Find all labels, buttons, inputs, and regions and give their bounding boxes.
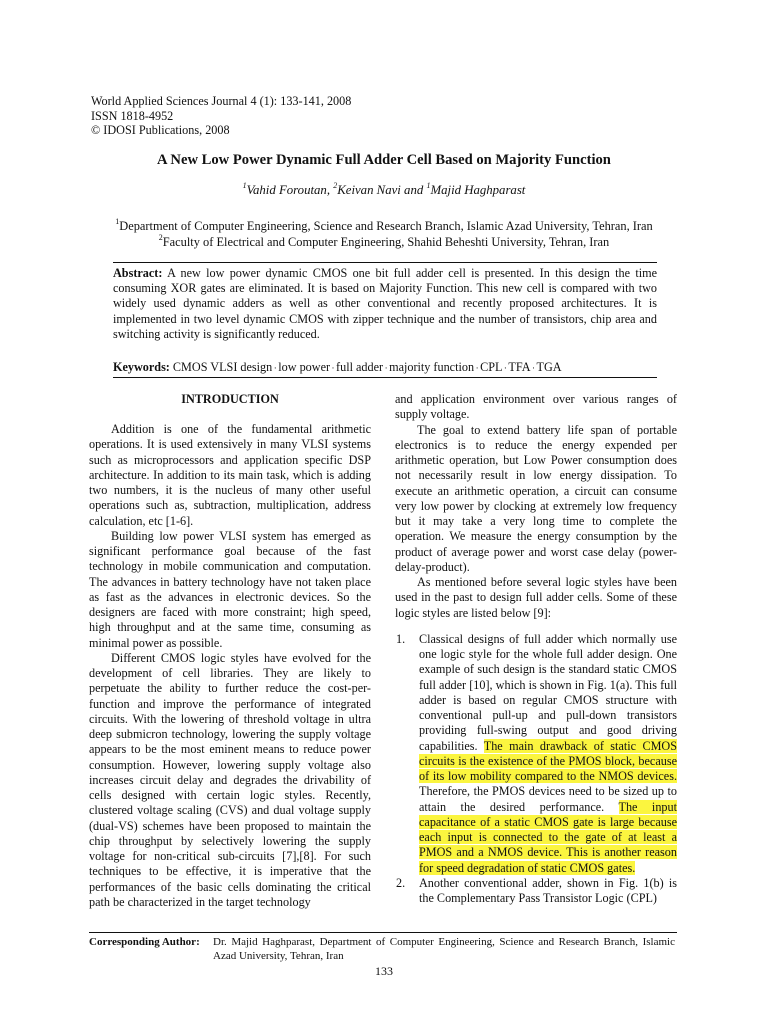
list-item-text: Another conventional adder, shown in Fig. 1(b) is the Complementary Pass Transistor Logic (CPL) bbox=[419, 875, 677, 905]
list-item bbox=[395, 876, 677, 907]
issn: ISSN 1818-4952 bbox=[91, 108, 174, 123]
intro-paragraph-3: Different CMOS logic styles have evolved for the development of cell libraries. They are likely to perpetuate the ability to further reduce the cost-per-function and improve the performance of integrated circuits. With the lowering of threshold voltage in ultra deep submicron technology, lowering the supply voltage appears to be the most eminent means to reduce power consumption. However, lowering supply voltage also increases circuit delay and degrades the drivability of cells designed with certain logic styles. Recently, clustered voltage scaling (CVS) and dual voltage supply (dual-VS) schemes have been proposed to maintain the chip throughput by selectively lowering the supply voltage for non-critical sub-circuits [7],[8]. For such techniques to be effective, it is imperative that the performances of the basic cells dominating the critical path be characterized in the target technology bbox=[89, 650, 371, 909]
right-column bbox=[395, 392, 677, 906]
list-item-text: Therefore, the PMOS devices need to be sized up to attain the desired performance. bbox=[419, 784, 677, 814]
author-2-affil-mark: 2 bbox=[333, 181, 338, 190]
journal-header bbox=[91, 94, 351, 138]
keyword: CPL bbox=[480, 360, 503, 374]
keywords bbox=[113, 360, 657, 375]
abstract-top-rule bbox=[113, 262, 657, 263]
right-continuation-text: and application environment over various ranges of supply voltage. bbox=[395, 392, 677, 422]
keyword: TFA bbox=[508, 360, 531, 374]
affiliation-2-mark: 2 bbox=[158, 233, 163, 242]
copyright: © IDOSI Publications, 2008 bbox=[91, 123, 230, 137]
author-1-name: Vahid Foroutan, bbox=[246, 183, 334, 197]
highlighted-text: The main drawback of static CMOS circuits is the existence of the PMOS block, because of its low mobility compared to the NMOS devices. bbox=[419, 738, 678, 783]
list-item-text: Classical designs of full adder which normally use one logic style for the whole full adder design. One example of such design is the standard static CMOS full adder [10], which is shown in Fig. 1(a). This full adder is based on regular CMOS structure with conventional pull-up and pull-down transistors providing full-swing output and good driving capabilities. bbox=[419, 631, 677, 753]
abstract-text: A new low power dynamic CMOS one bit full adder cell is presented. In this design the time consuming XOR gates are eliminated. It is based on Majority Function. This new cell is compared with two widely used dynamic adders as well as other conventional and recently proposed architectures. It is implemented in two level dynamic CMOS with zipper technique and the number of transistors, chip area and switching activity is significantly reduced. bbox=[113, 266, 658, 341]
corresponding-author-text: Dr. Majid Haghparast, Department of Computer Engineering, Science and Research Branch, Islamic Azad University, Tehran, Iran bbox=[213, 936, 675, 962]
corresponding-author-label: Corresponding Author: bbox=[89, 936, 200, 948]
keyword-separator: · bbox=[503, 363, 507, 373]
right-paragraph-1: The goal to extend battery life span of portable electronics is to reduce the energy expended per arithmetic operation, but Low Power consumption does not necessarily result in low energy dissipation. To execute an arithmetic operation, a circuit can consume very low power by clocking at extremely low frequency but it may take a very long time to complete the operation. We measure the energy consumption by the product of average power and worst case delay (power-delay-product). bbox=[395, 422, 677, 574]
corresponding-author bbox=[89, 936, 677, 963]
author-list bbox=[60, 183, 708, 198]
page-number: 133 bbox=[375, 964, 393, 978]
author-3-affil-mark: 1 bbox=[426, 181, 431, 190]
author-3-name: Majid Haghparast bbox=[430, 183, 526, 197]
affiliation-1-text: Department of Computer Engineering, Science and Research Branch, Islamic Azad University, Tehran, Iran bbox=[119, 219, 653, 233]
right-paragraph-2: As mentioned before several logic styles have been used in the past to design full adder cells. Some of these logic styles are listed below [9]: bbox=[395, 575, 677, 620]
affiliation-2-text: Faculty of Electrical and Computer Engineering, Shahid Beheshti University, Tehran, Iran bbox=[162, 235, 610, 249]
paper-title: A New Low Power Dynamic Full Adder Cell Based on Majority Function bbox=[157, 152, 611, 168]
list-item-number: 2. bbox=[396, 875, 406, 890]
list-item bbox=[395, 632, 677, 876]
highlighted-text: The input capacitance of a static CMOS gate is large because each input is connected to the gate of at least a PMOS and a NMOS device. This is another reason for speed degradation of static CMOS gates. bbox=[419, 799, 677, 875]
abstract-label: Abstract: bbox=[113, 266, 163, 280]
author-2-name: Keivan Navi and bbox=[337, 183, 427, 197]
footer-rule bbox=[89, 932, 677, 933]
keyword: majority function bbox=[389, 360, 475, 374]
keyword-separator: · bbox=[331, 363, 335, 373]
intro-paragraph-2: Building low power VLSI system has emerged as significant performance goal because of the fast technology in mobile communication and computation. The advances in battery technology have not taken place as fast as the advances in electronic devices. So the designers are faced with more constraint; high speed, high throughput and at the same time, consuming as minimal power as possible. bbox=[89, 528, 371, 650]
affiliation-1-mark: 1 bbox=[115, 217, 120, 226]
keywords-bottom-rule bbox=[113, 377, 657, 378]
keyword: low power bbox=[278, 360, 331, 374]
affiliation-2 bbox=[60, 235, 708, 250]
list-item-number: 1. bbox=[396, 631, 406, 646]
abstract bbox=[113, 266, 657, 342]
keyword-separator: · bbox=[273, 363, 277, 373]
logic-style-list bbox=[395, 632, 677, 907]
author-1-affil-mark: 1 bbox=[242, 181, 247, 190]
keyword-separator: · bbox=[475, 363, 479, 373]
keyword: CMOS VLSI design bbox=[172, 360, 273, 374]
keyword-separator: · bbox=[384, 363, 388, 373]
section-heading-introduction: INTRODUCTION bbox=[181, 392, 279, 406]
keyword-separator: · bbox=[532, 363, 536, 373]
journal-citation: World Applied Sciences Journal 4 (1): 133-141, 2008 bbox=[91, 94, 352, 108]
keyword: full adder bbox=[336, 360, 384, 374]
left-column bbox=[89, 392, 371, 910]
keyword: TGA bbox=[536, 360, 562, 374]
intro-paragraph-1: Addition is one of the fundamental arithmetic operations. It is used extensively in many VLSI systems such as microprocessors and application specific DSP architecture. In addition to its main task, which is adding two numbers, it is the nucleus of many other useful operations such as, subtraction, multiplication, address calculation, etc [1-6]. bbox=[89, 422, 371, 528]
keywords-label: Keywords: bbox=[113, 360, 170, 374]
affiliation-1 bbox=[60, 219, 708, 234]
